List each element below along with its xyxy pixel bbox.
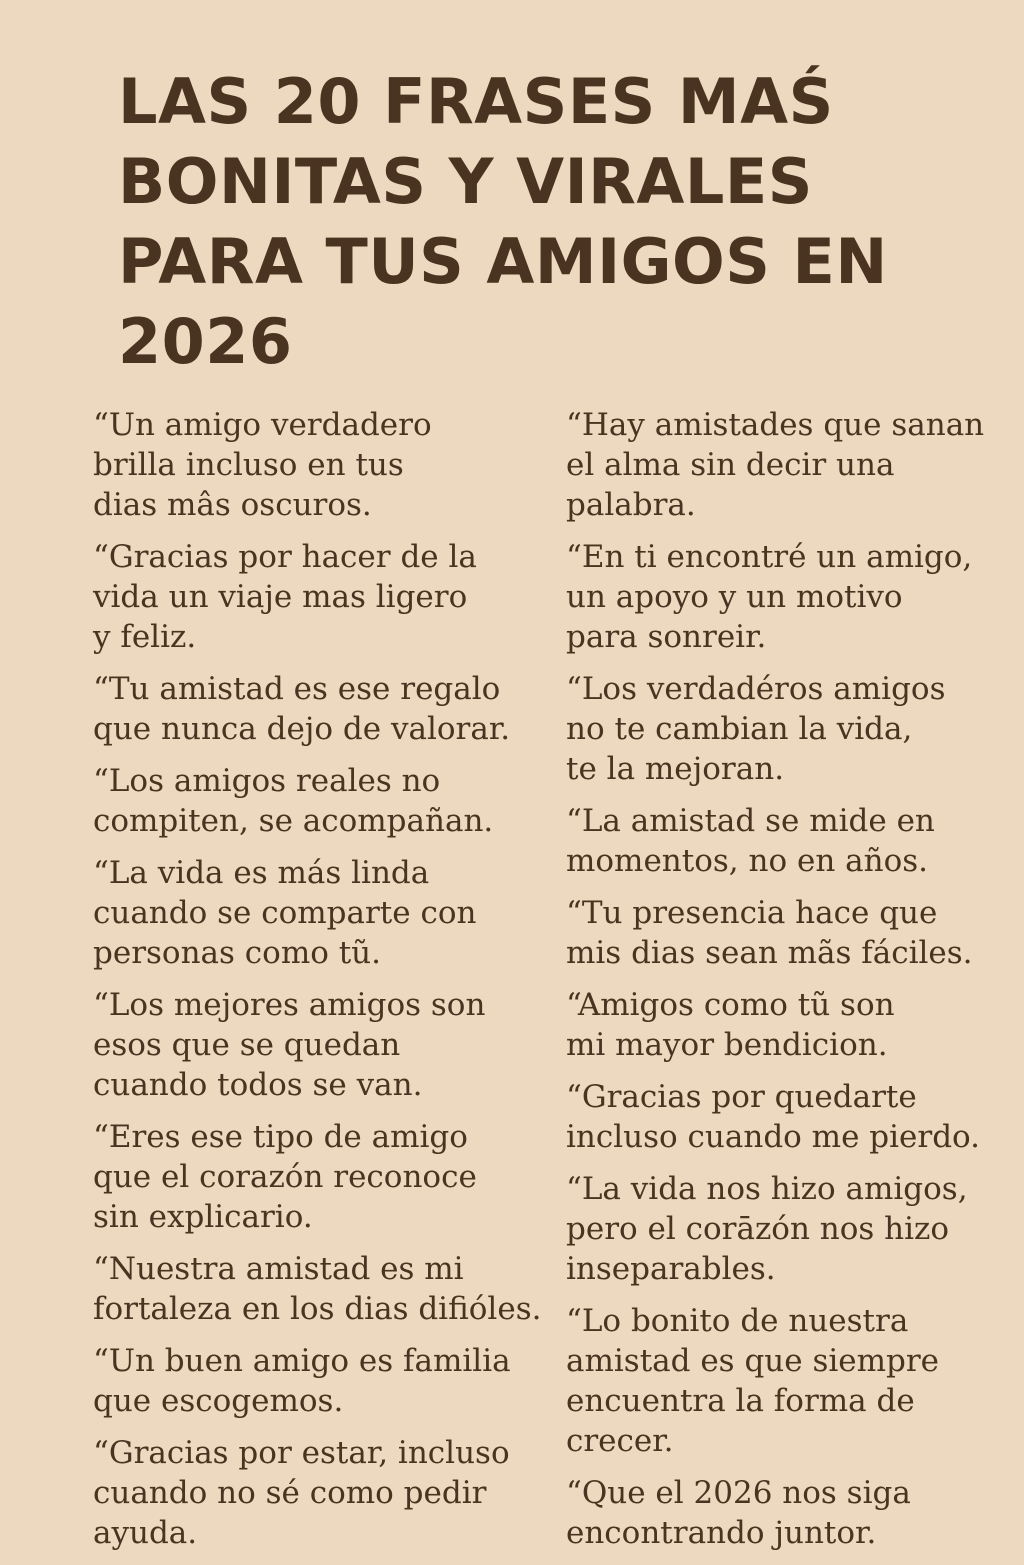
quotes-right-column xyxy=(566,405,996,1565)
quote-line: cuando se comparte con xyxy=(93,895,477,931)
quote-item xyxy=(93,1341,543,1421)
quote-line: cuando todos se van. xyxy=(93,1067,423,1103)
quote-line: “Amigos como tũ son xyxy=(566,987,895,1023)
quote-line: “Tu presencia hace que xyxy=(566,895,938,931)
quote-line: momentos, no en años. xyxy=(566,843,929,879)
quote-item xyxy=(93,405,543,525)
quote-line: esos que se quedan xyxy=(93,1027,401,1063)
quote-line: “Gracias por estar, incluso xyxy=(93,1435,510,1471)
quote-item xyxy=(93,1433,543,1553)
quote-line: mis dias sean mãs fáciles. xyxy=(566,935,973,971)
quote-line: “Hay amistades que sanan xyxy=(566,407,985,443)
quote-line: encuentra la forma de xyxy=(566,1383,915,1419)
quote-line: “La amistad se mide en xyxy=(566,803,935,839)
quote-item xyxy=(93,669,543,749)
quote-line: que el corazón reconoce xyxy=(93,1159,477,1195)
quote-line: sin explicario. xyxy=(93,1199,313,1235)
quote-item xyxy=(93,985,543,1105)
title-line: 2026 xyxy=(118,305,293,378)
quote-line: “Nuestra amistad es mi xyxy=(93,1251,464,1287)
quote-line: un apoyo y un motivo xyxy=(566,579,903,615)
quote-line: “Los verdadéros amigos xyxy=(566,671,946,707)
quote-item xyxy=(566,1077,996,1157)
quote-item xyxy=(93,1249,543,1329)
quote-item xyxy=(566,1473,996,1553)
quote-line: amistad es que siempre xyxy=(566,1343,940,1379)
quote-line: personas como tũ. xyxy=(93,935,382,971)
quote-line: crecer. xyxy=(566,1423,674,1459)
quote-line: “Lo bonito de nuestra xyxy=(566,1303,909,1339)
quote-item xyxy=(93,1117,543,1237)
quote-item xyxy=(566,801,996,881)
quote-line: “Tu amistad es ese regalo xyxy=(93,671,501,707)
page-title xyxy=(118,62,918,382)
quote-line: “Gracias por hacer de la xyxy=(93,539,477,575)
quote-line: mi mayor bendicion. xyxy=(566,1027,888,1063)
quote-item xyxy=(93,761,543,841)
quote-line: te la mejoran. xyxy=(566,751,785,787)
quote-line: palabra. xyxy=(566,487,696,523)
title-line: BONITAS Y VIRALES xyxy=(118,145,813,218)
title-line: PARA TUS AMIGOS EN xyxy=(118,225,888,298)
quote-line: que nunca dejo de valorar. xyxy=(93,711,511,747)
quote-line: “Un buen amigo es familia xyxy=(93,1343,511,1379)
quote-line: cuando no sé como pedir xyxy=(93,1475,487,1511)
quote-line: brilla incluso en tus xyxy=(93,447,404,483)
quote-line: “En ti encontré un amigo, xyxy=(566,539,973,575)
quote-item xyxy=(566,537,996,657)
quote-item xyxy=(566,405,996,525)
quote-item xyxy=(93,537,543,657)
quote-item xyxy=(566,985,996,1065)
quote-line: que escogemos. xyxy=(93,1383,344,1419)
quote-line: fortaleza en los dias difióles. xyxy=(93,1291,542,1327)
quote-line: “La vida es más linda xyxy=(93,855,430,891)
quote-line: “Que el 2026 nos siga xyxy=(566,1475,911,1511)
quote-line: “Los mejores amigos son xyxy=(93,987,486,1023)
quote-line: “Los amigos reales no xyxy=(93,763,441,799)
quote-line: “La vida nos hizo amigos, xyxy=(566,1171,968,1207)
quote-line: inseparables. xyxy=(566,1251,776,1287)
quote-line: y feliz. xyxy=(93,619,197,655)
quote-item xyxy=(566,893,996,973)
quote-line: encontrando juntor. xyxy=(566,1515,877,1551)
quote-line: no te cambian la vida, xyxy=(566,711,913,747)
quote-line: vida un viaje mas ligero xyxy=(93,579,468,615)
quote-line: “Un amigo verdadero xyxy=(93,407,432,443)
quote-line: ayuda. xyxy=(93,1515,198,1551)
quote-line: compiten, se acompañan. xyxy=(93,803,494,839)
quote-line: para sonreir. xyxy=(566,619,767,655)
quotes-left-column xyxy=(93,405,543,1565)
quote-item xyxy=(566,1301,996,1461)
quote-line: dias mâs oscuros. xyxy=(93,487,372,523)
title-line: LAS 20 FRASES MAŚ xyxy=(118,65,834,138)
quote-item xyxy=(93,853,543,973)
quote-line: el alma sin decir una xyxy=(566,447,895,483)
quote-item xyxy=(566,1169,996,1289)
quote-item xyxy=(566,669,996,789)
quote-line: incluso cuando me pierdo. xyxy=(566,1119,981,1155)
quote-line: “Gracias por quedarte xyxy=(566,1079,917,1115)
quote-line: “Eres ese tipo de amigo xyxy=(93,1119,468,1155)
quote-line: pero el corāzón nos hizo xyxy=(566,1211,950,1247)
